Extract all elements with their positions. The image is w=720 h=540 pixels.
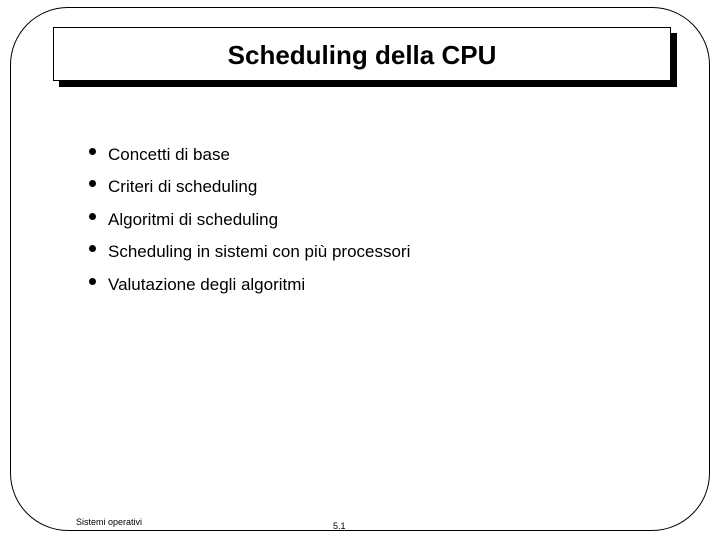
bullet-point-icon (89, 180, 96, 187)
bullet-text: Scheduling in sistemi con più processori (108, 242, 411, 262)
bullet-point-icon (89, 278, 96, 285)
bullet-list (86, 138, 410, 301)
bullet-item (86, 268, 410, 301)
bullet-text: Valutazione degli algoritmi (108, 274, 306, 294)
title-box (53, 27, 671, 81)
footer-course-name: Sistemi operativi (76, 517, 143, 527)
bullet-point-icon (89, 213, 96, 220)
bullet-item (86, 171, 410, 204)
bullet-item (86, 138, 410, 171)
slide-title: Scheduling della CPU (227, 40, 497, 70)
footer-page-number: 5.1 (333, 521, 346, 531)
bullet-text: Algoritmi di scheduling (108, 209, 279, 229)
bullet-text: Criteri di scheduling (108, 177, 258, 197)
bullet-item (86, 236, 410, 269)
bullet-text: Concetti di base (108, 144, 230, 164)
bullet-item (86, 203, 410, 236)
bullet-point-icon (89, 148, 96, 155)
bullet-point-icon (89, 245, 96, 252)
